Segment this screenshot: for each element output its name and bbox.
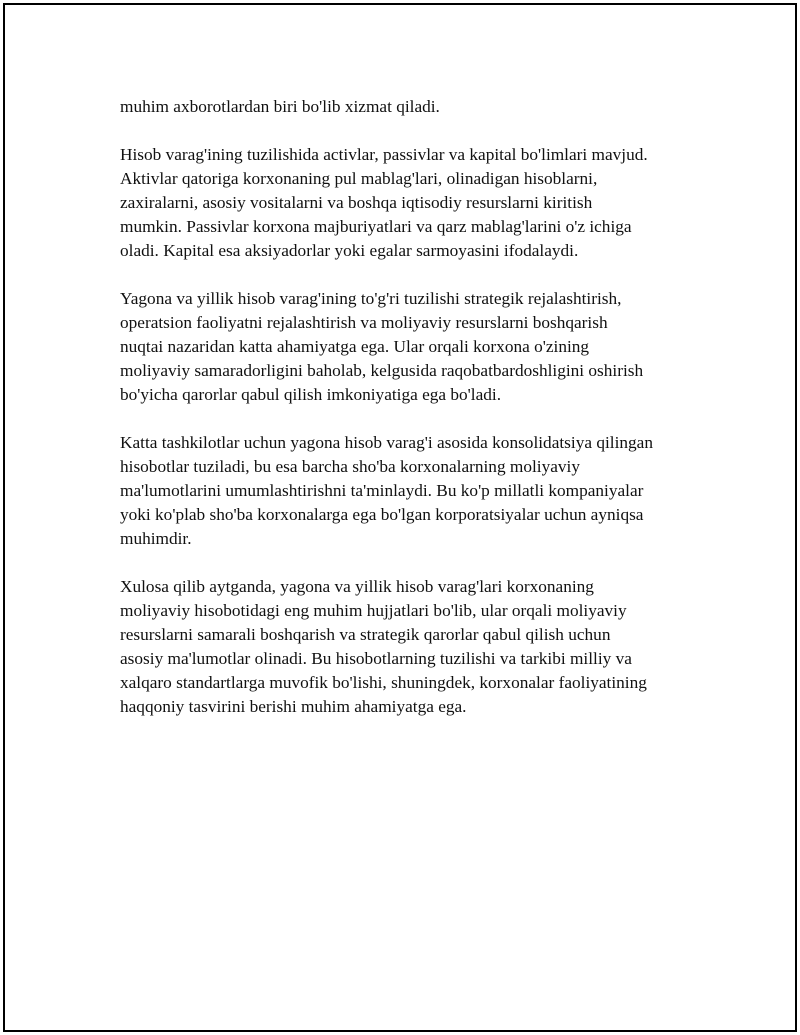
text-line: asosiy ma'lumotlar olinadi. Bu hisobotlarning tuzilishi va tarkibi milliy va <box>120 649 632 668</box>
text-line: xalqaro standartlarga muvofik bo'lishi, shuningdek, korxonalar faoliyatining <box>120 673 647 692</box>
text-line: Katta tashkilotlar uchun yagona hisob varag'i asosida konsolidatsiya qilingan <box>120 433 653 452</box>
text-line: Yagona va yillik hisob varag'ining to'g'ri tuzilishi strategik rejalashtirish, <box>120 289 622 308</box>
text-line: hisobotlar tuziladi, bu esa barcha sho'ba korxonalarning moliyaviy <box>120 457 580 476</box>
text-line: ma'lumotlarini umumlashtirishni ta'minlaydi. Bu ko'p millatli kompaniyalar <box>120 481 644 500</box>
text-line: muhim axborotlardan biri bo'lib xizmat qiladi. <box>120 97 440 116</box>
text-line: Xulosa qilib aytganda, yagona va yillik hisob varag'lari korxonaning <box>120 577 594 596</box>
paragraph-5 <box>120 575 700 719</box>
paragraph-2 <box>120 143 700 263</box>
text-line: haqqoniy tasvirini berishi muhim ahamiyatga ega. <box>120 697 467 716</box>
text-line: resurslarni samarali boshqarish va strategik qarorlar qabul qilish uchun <box>120 625 611 644</box>
text-line: moliyaviy samaradorligini baholab, kelgusida raqobatbardoshligini oshirish <box>120 361 644 380</box>
paragraph-4 <box>120 431 700 551</box>
text-line: Aktivlar qatoriga korxonaning pul mablag'lari, olinadigan hisoblarni, <box>120 169 598 188</box>
paragraph-1 <box>120 95 700 119</box>
document-page <box>3 3 797 1032</box>
text-line: oladi. Kapital esa aksiyadorlar yoki egalar sarmoyasini ifodalaydi. <box>120 241 579 260</box>
text-line: nuqtai nazaridan katta ahamiyatga ega. Ular orqali korxona o'zining <box>120 337 590 356</box>
text-line: muhimdir. <box>120 529 192 548</box>
text-line: zaxiralarni, asosiy vositalarni va boshqa iqtisodiy resurslarni kiritish <box>120 193 593 212</box>
text-line: bo'yicha qarorlar qabul qilish imkoniyatiga ega bo'ladi. <box>120 385 502 404</box>
text-line: mumkin. Passivlar korxona majburiyatlari va qarz mablag'larini o'z ichiga <box>120 217 632 236</box>
text-line: Hisob varag'ining tuzilishida activlar, passivlar va kapital bo'limlari mavjud. <box>120 145 648 164</box>
document-body <box>120 95 700 743</box>
text-line: operatsion faoliyatni rejalashtirish va moliyaviy resurslarni boshqarish <box>120 313 608 332</box>
text-line: moliyaviy hisobotidagi eng muhim hujjatlari bo'lib, ular orqali moliyaviy <box>120 601 627 620</box>
text-line: yoki ko'plab sho'ba korxonalarga ega bo'lgan korporatsiyalar uchun ayniqsa <box>120 505 644 524</box>
paragraph-3 <box>120 287 700 407</box>
